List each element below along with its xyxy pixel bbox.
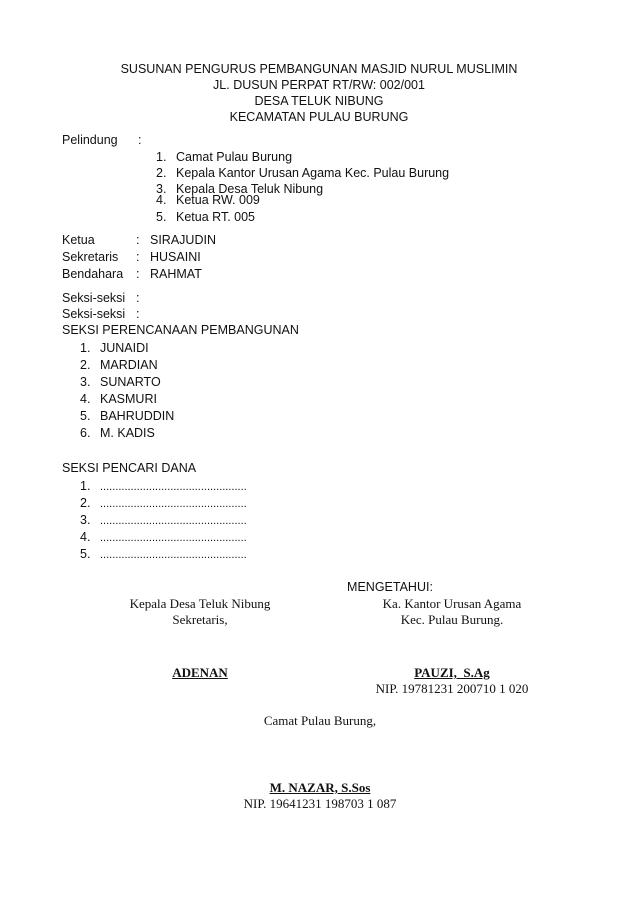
list-text: KASMURI xyxy=(100,392,157,406)
officer-label: Bendahara xyxy=(62,267,124,281)
list-number: 5. xyxy=(80,547,91,561)
camat-name: M. NAZAR, S.Sos xyxy=(269,780,371,795)
list-item xyxy=(80,547,247,561)
list-number: 3. xyxy=(80,513,91,527)
list-item xyxy=(156,193,260,207)
blank-line: ................................................ xyxy=(100,481,247,493)
right-signer-nip: NIP. 19781231 200710 1 020 xyxy=(375,681,529,696)
left-signer-name: ADENAN xyxy=(172,665,228,680)
header-address: JL. DUSUN PERPAT RT/RW: 002/001 xyxy=(213,78,425,92)
list-item xyxy=(80,513,247,527)
list-number: 3. xyxy=(156,182,167,196)
list-item xyxy=(80,530,247,544)
list-number: 4. xyxy=(156,193,167,207)
list-item xyxy=(80,496,247,510)
list-item xyxy=(80,426,155,440)
list-number: 5. xyxy=(156,210,167,224)
header-title: SUSUNAN PENGURUS PEMBANGUNAN MASJID NURUL MUSLIMIN xyxy=(120,62,518,76)
blank-line: ................................................ xyxy=(100,549,247,561)
list-text: JUNAIDI xyxy=(100,341,149,355)
list-item xyxy=(80,392,157,406)
list-number: 4. xyxy=(80,392,91,406)
officer-label: Sekretaris xyxy=(62,250,119,264)
list-text: Kepala Desa Teluk Nibung xyxy=(176,182,324,196)
list-text: MARDIAN xyxy=(100,358,158,372)
seksi-line xyxy=(62,307,139,321)
list-number: 1. xyxy=(80,479,91,493)
pelindung-label: Pelindung xyxy=(62,133,118,147)
list-item xyxy=(80,375,161,389)
seksi-label: Seksi-seksi xyxy=(62,307,126,321)
blank-line: ................................................ xyxy=(100,515,247,527)
list-item xyxy=(156,150,292,164)
list-text: Camat Pulau Burung xyxy=(176,150,293,164)
officer-label: Ketua xyxy=(62,233,95,247)
officer-row xyxy=(62,233,216,247)
officer-row xyxy=(62,267,202,281)
list-text: M. KADIS xyxy=(100,426,155,440)
list-text: BAHRUDDIN xyxy=(100,409,175,423)
left-signer-subtitle: Sekretaris, xyxy=(172,612,228,627)
list-number: 1. xyxy=(156,150,167,164)
list-number: 4. xyxy=(80,530,91,544)
blank-line: ................................................ xyxy=(100,532,247,544)
list-number: 1. xyxy=(80,341,91,355)
list-text: SUNARTO xyxy=(100,375,161,389)
right-signer-subtitle: Kec. Pulau Burung. xyxy=(400,612,504,627)
list-text: Ketua RW. 009 xyxy=(176,193,260,207)
officer-name: RAHMAT xyxy=(150,267,202,281)
list-number: 2. xyxy=(156,166,167,180)
list-text: Ketua RT. 005 xyxy=(176,210,255,224)
mengetahui-label: MENGETAHUI: xyxy=(347,580,433,594)
list-number: 3. xyxy=(80,375,91,389)
pencari-dana-title: SEKSI PENCARI DANA xyxy=(62,461,197,475)
list-item xyxy=(80,479,247,493)
header-village: DESA TELUK NIBUNG xyxy=(254,94,384,108)
right-signer-title: Ka. Kantor Urusan Agama xyxy=(382,596,522,611)
officer-name: HUSAINI xyxy=(150,250,201,264)
list-item xyxy=(80,358,158,372)
officer-colon: : xyxy=(136,233,140,247)
list-number: 2. xyxy=(80,496,91,510)
right-signer-name: PAUZI, S.Ag xyxy=(414,665,490,680)
seksi-line xyxy=(62,291,139,305)
perencanaan-title: SEKSI PERENCANAAN PEMBANGUNAN xyxy=(62,323,299,337)
list-item xyxy=(80,409,174,423)
blank-line: ................................................ xyxy=(100,498,247,510)
pelindung-colon: : xyxy=(138,133,142,147)
list-number: 5. xyxy=(80,409,91,423)
officer-row xyxy=(62,250,201,264)
list-item xyxy=(156,166,449,180)
list-number: 6. xyxy=(80,426,91,440)
list-number: 2. xyxy=(80,358,91,372)
officer-colon: : xyxy=(136,250,140,264)
camat-title: Camat Pulau Burung, xyxy=(263,713,377,728)
list-item xyxy=(80,341,149,355)
left-signer-title: Kepala Desa Teluk Nibung xyxy=(129,596,271,611)
seksi-colon: : xyxy=(136,291,140,305)
list-item xyxy=(156,210,255,224)
header-district: KECAMATAN PULAU BURUNG xyxy=(229,110,409,124)
seksi-colon: : xyxy=(136,307,140,321)
camat-nip: NIP. 19641231 198703 1 087 xyxy=(243,796,397,811)
seksi-label: Seksi-seksi xyxy=(62,291,126,305)
list-text: Kepala Kantor Urusan Agama Kec. Pulau Burung xyxy=(176,166,450,180)
officer-colon: : xyxy=(136,267,140,281)
officer-name: SIRAJUDIN xyxy=(150,233,216,247)
